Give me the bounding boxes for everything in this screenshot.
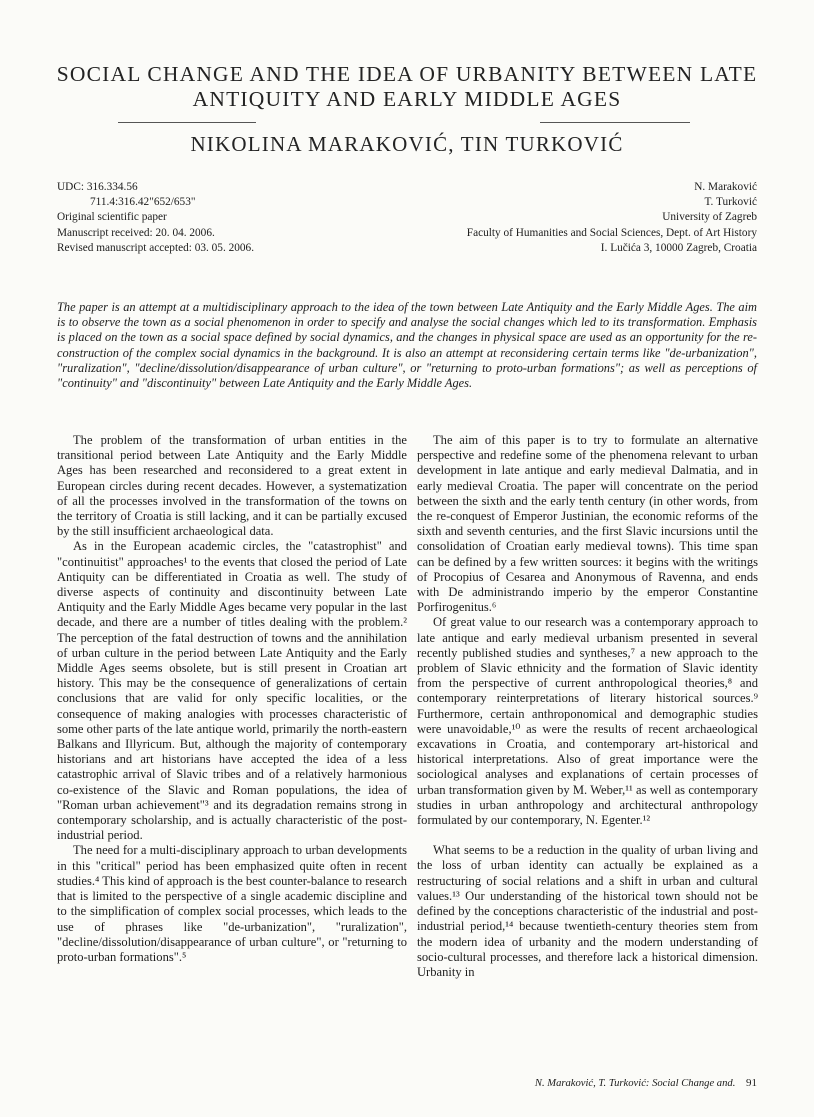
received-date: Manuscript received: 20. 04. 2006. — [57, 226, 215, 239]
udc-code: UDC: 316.334.56 — [57, 181, 138, 193]
affiliation-university: University of Zagreb — [662, 211, 757, 224]
page-footer — [535, 1077, 757, 1089]
title-rule-right — [540, 122, 690, 123]
paragraph: The need for a multi-disciplinary approach to urban developments in this "critical" period has been emphasized quite often in recent studies.⁴ This kind of approach is the best counter-balance to research that is limited to the perspective of a single academic discipline and to the simplification of complex social processes, which leads to the use of phrases like "de-urbanization", "ruralization", "decline/dissolution/disappearance of urban culture", or "returning to proto-urban formations".⁵ — [57, 843, 407, 964]
title-line-2: ANTIQUITY AND EARLY MIDDLE AGES — [192, 87, 622, 111]
affiliation-author-2: T. Turković — [704, 196, 757, 209]
title-line-1: SOCIAL CHANGE AND THE IDEA OF URBANITY BETWEEN LATE — [56, 62, 758, 86]
paragraph: Of great value to our research was a contemporary approach to late antique and early medieval urbanism presented in several recently published studies and syntheses,⁷ a new approach to the problem of Slavic ethnicity and the formation of Slavic identity from the perspective of current anthropological theories,⁸ and contemporary reinterpretations of literary historical sources.⁹ Furthermore, certain anthroponomical and demographic studies were unavoidable,¹⁰ as were the results of recent archaeological excavations in Croatia, and contemporary art-historical and historical interpretations. Also of great importance were the sociological analyses and explanations of certain processes of urban transformation given by M. Weber,¹¹ as well as contemporary studies in urban anthropology and architectural anthropology formulated by our contemporary, N. Egenter.¹² — [417, 615, 758, 828]
page-number: 91 — [746, 1077, 757, 1089]
affiliation-faculty: Faculty of Humanities and Social Sciences, Dept. of Art History — [466, 226, 757, 239]
paper-type: Original scientific paper — [57, 211, 167, 224]
udc-code-secondary: 711.4:316.42"652/653" — [90, 196, 196, 209]
article-title — [40, 62, 774, 112]
body-column-left — [57, 433, 407, 965]
accepted-date: Revised manuscript accepted: 03. 05. 2006. — [57, 241, 255, 254]
paragraph: The aim of this paper is to try to formulate an alternative perspective and redefine some of the phenomena relevant to urban development in late antique and early medieval Dalmatia, and in early medieval Croatia. The paper will concentrate on the period between the sixth and the early tenth century (in other words, from the re-conquest of Emperor Justinian, the economic reforms of the sixth and seventh centuries, and the first Slavic incursions until the consolidation of Croatian early medieval towns). This time span can be defined by a few written sources: it begins with the writings of Procopius of Cesarea and Anonymous of Ravenna, and ends with De administrando imperio by the emperor Constantine Porfirogenitus.⁶ — [417, 433, 758, 615]
title-rule-left — [118, 122, 256, 123]
affiliation-address: I. Lučića 3, 10000 Zagreb, Croatia — [600, 241, 757, 254]
affiliation-author-1: N. Maraković — [694, 181, 757, 193]
paragraph: What seems to be a reduction in the quality of urban living and the loss of urban identity can actually be explained as a restructuring of social relations and a shift in urban and cultural values.¹³ Our understanding of the historical town should not be defined by the conceptions characteristic of the industrial and post-industrial period,¹⁴ because twentieth-century theories stem from the modern idea of urbanity and the modern understanding of socio-cultural processes, and therefore lack a historical dimension. Urbanity in — [417, 843, 758, 979]
body-column-right — [417, 433, 758, 980]
publication-metadata — [57, 180, 254, 256]
running-head: N. Maraković, T. Turković: Social Change and. — [534, 1078, 736, 1089]
author-affiliation — [467, 180, 757, 256]
authors-line: NIKOLINA MARAKOVIĆ, TIN TURKOVIĆ — [190, 132, 624, 156]
paragraph: The problem of the transformation of urban entities in the transitional period between Late Antiquity and the Early Middle Ages has been researched and reconsidered to a great extent in European circles during recent decades. However, a systematization of all the processes involved in the transformation of the towns on the territory of Croatia is still lacking, and it can be partially excused by the still insufficient archaeological data. — [57, 433, 407, 539]
paragraph: As in the European academic circles, the "catastrophist" and "continuitist" approaches¹ to the events that closed the period of Late Antiquity can be differentiated in Croatia as well. The study of diverse aspects of continuity and discontinuity between Late Antiquity and the Early Middle Ages became very popular in the last decade, and there are a number of titles dealing with the problem.² The perception of the fatal destruction of towns and the annihilation of urban culture in the period between Late Antiquity and the Early Middle Ages seems obsolete, but is still present in Croatian art history. This may be the consequence of generalizations of certain conclusions that are valid for only specific localities, or the consequence of making analogies with processes characteristic of some other parts of the late antique world, primarily the north-eastern Balkans and Illyricum. But, although the majority of contemporary historians and art historians have accepted the idea of a less catastrophic arrival of Slavic tribes and of a relatively harmonious co-existence of the Slavic and Roman populations, the idea of "Roman urban achievement"³ and its degradation remains strong in contemporary scholarship, and is actually characteristic of the post-industrial period. — [57, 539, 407, 843]
abstract: The paper is an attempt at a multidisciplinary approach to the idea of the town between Late Antiquity and the Early Middle Ages. The aim is to observe the town as a social phenomenon in order to specify and analyse the social changes which led to its transformation. Emphasis is placed on the town as a social space defined by social dynamics, and the changes in physical space are used as an opportunity for the re-construction of the complex social dynamics in the background. It is also an attempt at reconsidering certain terms like "de-urbanization", "ruralization", "decline/dissolution/disappearance of urban culture", or "returning to proto-urban formations"; as well as perceptions of "continuity" and "discontinuity" between Late Antiquity and the Early Middle Ages. — [57, 300, 757, 391]
